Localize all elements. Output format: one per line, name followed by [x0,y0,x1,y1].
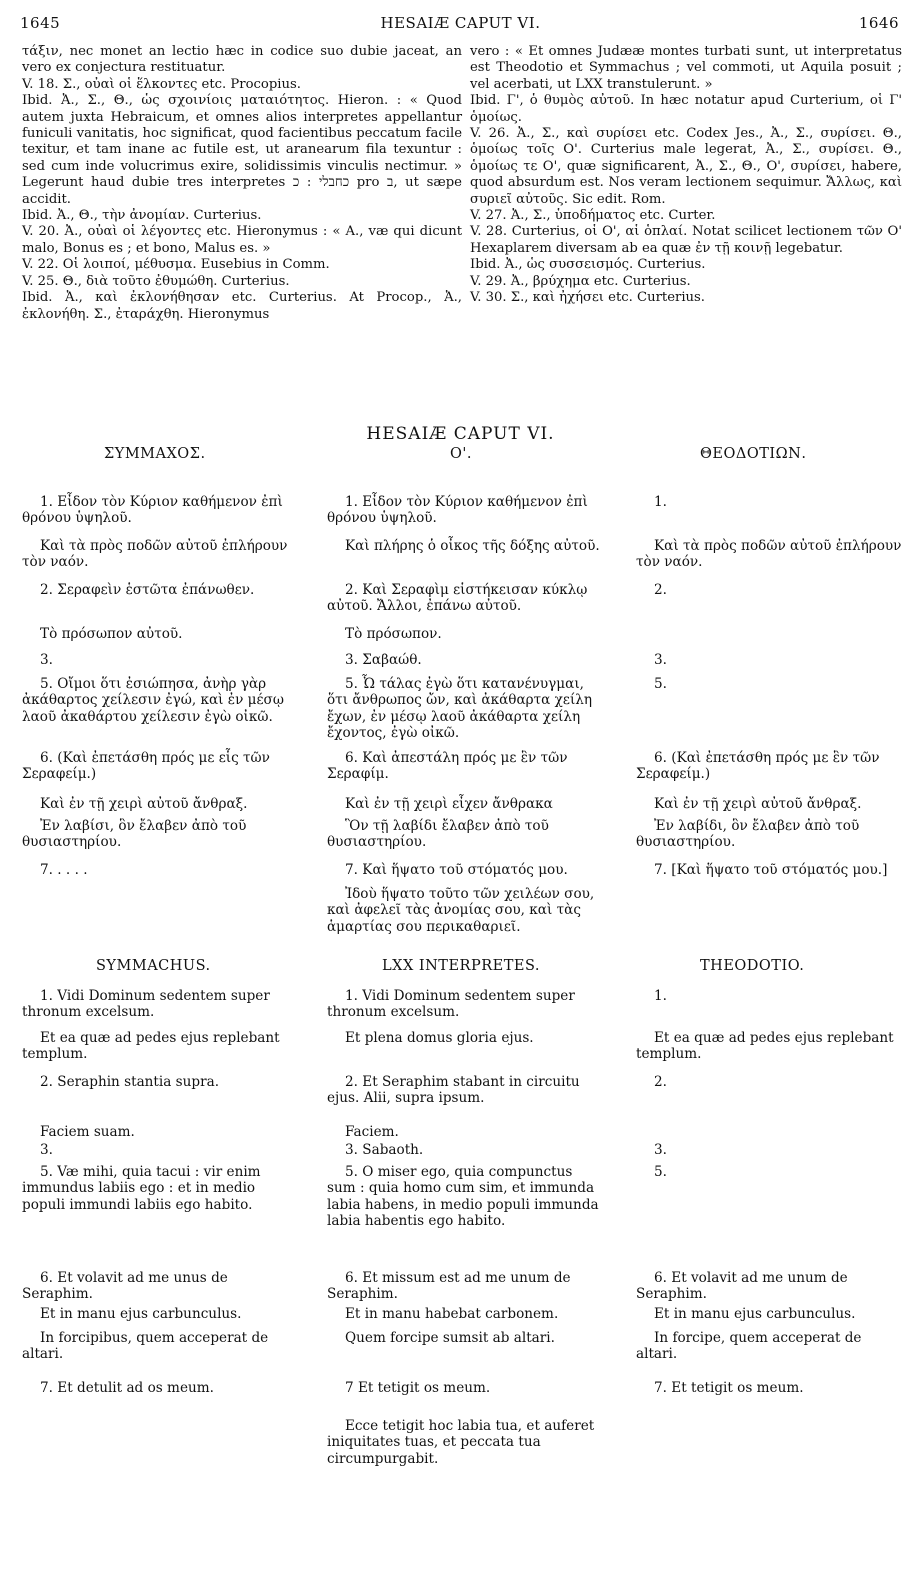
notes-column-left [22,44,462,323]
verse: Et in manu ejus carbunculus. [40,1306,242,1322]
verse: Faciem. [345,1124,399,1140]
verse: 6. Καὶ ἀπεστάλη πρός με ἓν τῶν Σεραφίμ. [327,750,568,783]
verse: Ἐν λαβίδι, ὃν ἔλαβεν ἀπὸ τοῦ θυσιαστηρίου. [636,818,860,851]
note-paragraph: V. 27. Ἀ., Σ., ὑποδήματος etc. Curter. [470,208,716,224]
verse: 5. [654,1164,667,1180]
verse: 2. Seraphin stantia supra. [40,1074,220,1090]
section-title: HESAIÆ CAPUT VI. [366,424,555,444]
note-paragraph: V. 18. Σ., οὐαὶ οἱ ἕλκοντες etc. Procopius. [22,76,301,92]
note-paragraph: V. 22. Οἱ λοιποί, μέθυσμα. Eusebius in Comm. [22,257,330,273]
verse: Τὸ πρόσωπον. [345,626,442,642]
verse: 7. [Καὶ ἥψατο τοῦ στόματός μου.] [654,862,888,878]
latin-header-theodotion: THEODOTIO. [700,958,805,974]
verse: 5. [654,676,667,692]
verse: 7. Et detulit ad os meum. [40,1380,214,1396]
verse: 1. [654,988,667,1004]
note-paragraph: vero : « Et omnes Judææ montes turbati sunt, ut interpretatus est Theodotio et Symmachus ; vel commoti, ut Aquila posuit ; vel acerbati, ut LXX transtulerunt. » [470,44,902,92]
note-paragraph: V. 20. Ἀ., οὐαὶ οἱ λέγοντες etc. Hieronymus : « A., væ qui dicunt malo, Bonus es ; et bono, Malus es. » [22,224,462,256]
verse: 1. [654,494,667,510]
latin-header-symmachus: SYMMACHUS. [96,958,211,974]
verse: Καὶ ἐν τῇ χειρὶ εἶχεν ἄνθρακα [345,796,553,812]
verse: 7. Et tetigit os meum. [654,1380,804,1396]
verse: 3. Sabaoth. [345,1142,424,1158]
verse: 6. (Καὶ ἐπετάσθη πρός με ἓν τῶν Σεραφείμ.) [636,750,880,783]
verse: Et in manu ejus carbunculus. [654,1306,856,1322]
verse: 1. Εἶδον τὸν Κύριον καθήμενον ἐπὶ θρόνου ὑψηλοῦ. [22,494,283,527]
note-paragraph: Ibid. Γ', ὁ θυμὸς αὐτοῦ. In hæc notatur apud Curterium, οἱ Γ' ὁμοίως. [470,93,902,125]
verse: Ecce tetigit hoc labia tua, et auferet iniquitates tuas, et peccata tua circumpurgabit. [327,1418,595,1467]
verse: 7. . . . . [40,862,88,878]
verse: Ἐν λαβίσι, ὃν ἔλαβεν ἀπὸ τοῦ θυσιαστηρίου. [22,818,247,851]
verse: Καὶ ἐν τῇ χειρὶ αὐτοῦ ἄνθραξ. [40,796,248,812]
verse: 6. (Καὶ ἐπετάσθη πρός με εἷς τῶν Σεραφείμ.) [22,750,270,783]
verse: 5. O miser ego, quia compunctus sum : quia homo cum sim, et immunda labia habens, in medio populi immunda labia habentis ego habito. [327,1164,599,1230]
verse: 6. Et volavit ad me unum de Seraphim. [636,1270,848,1303]
note-paragraph: V. 30. Σ., καὶ ἠχήσει etc. Curterius. [470,290,706,306]
latin-header-lxx: LXX INTERPRETES. [382,958,541,974]
note-paragraph: V. 29. Ἀ., βρύχημα etc. Curterius. [470,273,691,289]
verse: 6. Et missum est ad me unum de Seraphim. [327,1270,571,1303]
verse: 5. Ὦ τάλας ἐγὼ ὅτι κατανένυγμαι, ὅτι ἄνθρωπος ὤν, καὶ ἀκάθαρτα χείλη ἔχων, ἐν μέσῳ λαοῦ ἀκάθαρτα χείλη ἔχοντος, ἐγὼ οἰκῶ. [327,676,593,742]
verse: 2. Σεραφεὶν ἑστῶτα ἐπάνωθεν. [40,582,255,598]
note-paragraph: V. 26. Ἀ., Σ., καὶ συρίσει etc. Codex Jes., Ἀ., Σ., συρίσει. Θ., ὁμοίως τοῖς Ο'. Curterius male legerat, Ἀ., Σ., συρίσει. Θ., ὁμοίως τε Ο', quæ significarent, Ἀ., Σ., Θ., Ο', συρίσει, habere, quod absurdum est. Nos veram lectionem sequimur. Ἄλλως, καὶ συριεῖ αὐτοῦς. Sic edit. Rom. [470,126,902,207]
greek-header-symmachus: ΣΥΜΜΑΧΟΣ. [104,446,206,462]
page-number-right: 1646 [858,14,899,32]
verse: Καὶ τὰ πρὸς ποδῶν αὐτοῦ ἐπλήρουν τὸν ναόν. [22,538,288,571]
verse: Et ea quæ ad pedes ejus replebant templum. [22,1030,280,1063]
verse: Faciem suam. [40,1124,135,1140]
verse: 2. [654,1074,667,1090]
verse: 2. Et Seraphim stabant in circuitu ejus. Alii, supra ipsum. [327,1074,580,1107]
note-paragraph: V. 28. Curterius, οἱ Ο', αἱ ὁπλαί. Notat scilicet lectionem τῶν Ο' Hexaplarem diversam ab ea quæ ἐν τῇ κοινῇ legebatur. [470,224,902,256]
verse: Καὶ πλήρης ὁ οἶκος τῆς δόξης αὐτοῦ. [345,538,600,554]
note-paragraph: V. 25. Θ., διὰ τοῦτο ἐθυμώθη. Curterius. [22,273,290,289]
verse: In forcipe, quem acceperat de altari. [636,1330,862,1363]
notes-column-right [470,44,902,307]
verse: 3. [40,1142,53,1158]
verse: 5. Οἴμοι ὅτι ἐσιώπησα, ἀνὴρ γὰρ ἀκάθαρτος χείλεσιν ἐγώ, καὶ ἐν μέσῳ λαοῦ ἀκαθάρτου χείλεσιν ἐγὼ οἰκῶ. [22,676,284,725]
verse: 3. [40,652,53,668]
verse: Et in manu habebat carbonem. [345,1306,559,1322]
verse: Τὸ πρόσωπον αὐτοῦ. [40,626,183,642]
verse: 2. Καὶ Σεραφὶμ εἱστήκεισαν κύκλῳ αὐτοῦ. Ἄλλοι, ἐπάνω αὐτοῦ. [327,582,588,615]
verse: 3. Σαβαώθ. [345,652,422,668]
note-paragraph: τάξιν, nec monet an lectio hæc in codice suo dubie jaceat, an vero ex conjectura restituatur. [22,44,462,76]
note-paragraph: Ibid. Ἀ., Θ., τὴν ἀνομίαν. Curterius. [22,208,262,224]
verse: 1. Εἶδον τὸν Κύριον καθήμενον ἐπὶ θρόνου ὑψηλοῦ. [327,494,588,527]
verse: Καὶ τὰ πρὸς ποδῶν αὐτοῦ ἐπλήρουν τὸν ναόν. [636,538,902,571]
verse: 7. Καὶ ἥψατο τοῦ στόματός μου. [345,862,568,878]
verse: Et ea quæ ad pedes ejus replebant templum. [636,1030,894,1063]
verse: 7 Et tetigit os meum. [345,1380,491,1396]
verse: Καὶ ἐν τῇ χειρὶ αὐτοῦ ἄνθραξ. [654,796,862,812]
verse: 2. [654,582,667,598]
verse: Quem forcipe sumsit ab altari. [345,1330,555,1346]
verse: 1. Vidi Dominum sedentem super thronum excelsum. [327,988,575,1021]
verse: Et plena domus gloria ejus. [345,1030,534,1046]
note-paragraph: Ibid. Ἀ., καὶ ἐκλονήθησαν etc. Curterius. At Procop., Ἀ., ἐκλονήθη. Σ., ἐταράχθη. Hieronymus [22,290,462,322]
greek-header-lxx: Ο'. [450,446,472,462]
page-number-left: 1645 [20,14,61,32]
verse: 3. [654,1142,667,1158]
running-title: HESAIÆ CAPUT VI. [380,14,541,32]
note-paragraph: Ibid. Ἀ., Σ., Θ., ὡς σχοινίοις ματαιότητος. Hieron. : « Quod autem juxta Hebraicum, et omnes alios interpretes appellantur funiculi vanitatis, hoc significat, quod facientibus peccatum facile texitur, et tam inane ac futile est, ut aranearum fila texuntur : sed cum inde volucrimus exire, solidissimis vinculis nectimur. » Legerunt haud dubie tres interpretes כחבלי : כ pro ב, ut sæpe accidit. [22,93,462,207]
verse: In forcipibus, quem acceperat de altari. [22,1330,269,1363]
verse: 6. Et volavit ad me unus de Seraphim. [22,1270,228,1303]
verse: 3. [654,652,667,668]
note-paragraph: Ibid. Ἀ., ὡς συσσεισμός. Curterius. [470,257,706,273]
verse: 1. Vidi Dominum sedentem super thronum excelsum. [22,988,270,1021]
verse: 5. Væ mihi, quia tacui : vir enim immundus labiis ego : et in medio populi immundi labiis ego habito. [22,1164,261,1213]
verse: Ὃν τῇ λαβίδι ἔλαβεν ἀπὸ τοῦ θυσιαστηρίου. [327,818,549,851]
verse: Ἰδοὺ ἥψατο τοῦτο τῶν χειλέων σου, καὶ ἀφελεῖ τὰς ἀνομίας σου, καὶ τὰς ἁμαρτίας σου περικαθαριεῖ. [327,886,595,935]
greek-header-theodotion: ΘΕΟΔΟΤΙΩΝ. [700,446,807,462]
